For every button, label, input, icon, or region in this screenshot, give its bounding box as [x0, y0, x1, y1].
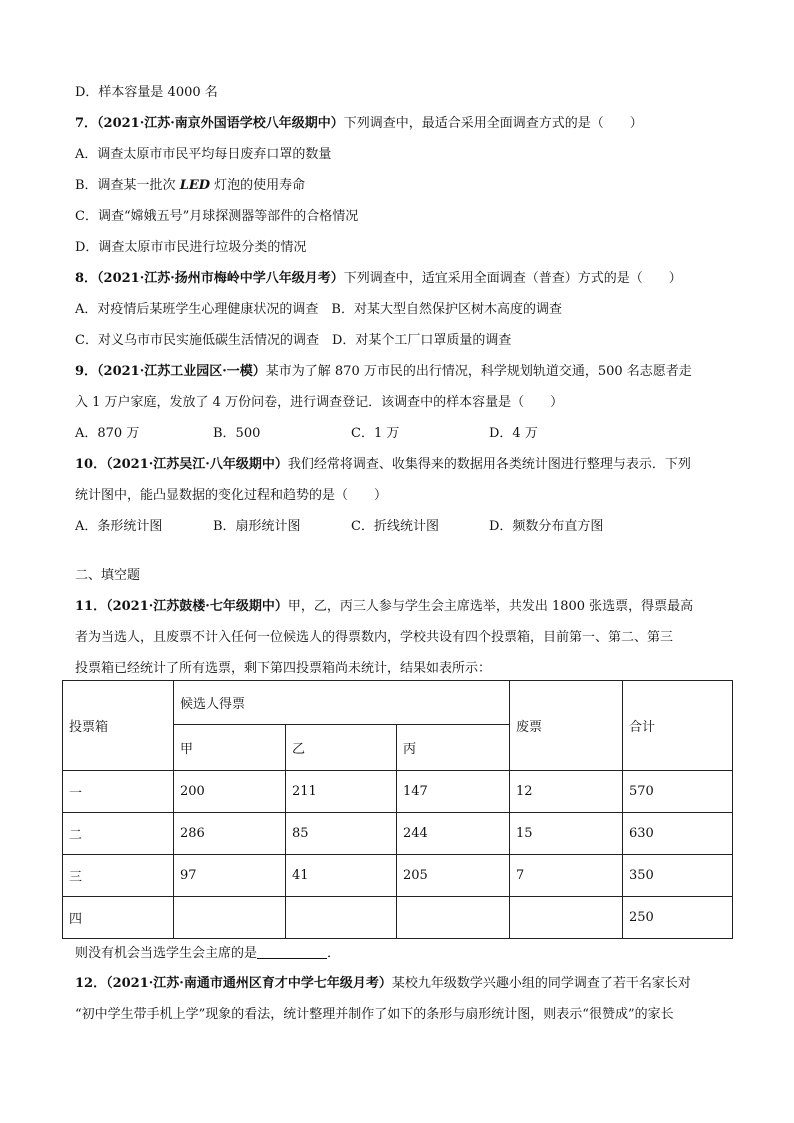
- table-row: [63, 897, 733, 939]
- q7-option-d: D．调查太原市市民进行垃圾分类的情况: [75, 240, 307, 255]
- header-yi: 乙: [286, 725, 397, 771]
- header-bing: 丙: [397, 725, 510, 771]
- cell-box: 四: [63, 897, 174, 939]
- question-number: 8．: [75, 271, 98, 286]
- cell-waste: 12: [510, 771, 623, 813]
- question-stem: 甲，乙，丙三人参与学生会主席选举，共发出 1800 张选票，得票最高: [287, 599, 694, 614]
- cell-box: 二: [63, 813, 174, 855]
- cell-jia: [174, 897, 286, 939]
- header-ballot-box: 投票箱: [63, 681, 174, 771]
- section-heading: 二、填空题: [75, 568, 141, 583]
- question-11: [75, 598, 693, 616]
- question-number: 11．: [75, 599, 107, 614]
- cell-bing: 147: [397, 771, 510, 813]
- question-source: （2021·江苏吴江·八年级期中）: [106, 457, 288, 472]
- question-10-stem-cont: 统计图中，能凸显数据的变化过程和趋势的是（ ）: [75, 488, 388, 503]
- q7-led-term: LED: [179, 178, 211, 193]
- cell-waste: [510, 897, 623, 939]
- table-row: [63, 771, 733, 813]
- q9-option-c: C．1 万: [351, 426, 400, 441]
- vote-table: [62, 680, 733, 939]
- q10-option-c: C．折线统计图: [351, 519, 439, 534]
- table-row: [63, 855, 733, 897]
- question-11-stem-cont2: 投票箱已经统计了所有选票，剩下第四投票箱尚未统计，结果如表所示：: [75, 661, 492, 676]
- q11-answer-prompt: 则没有机会当选学生会主席的是: [75, 946, 258, 961]
- q9-option-d: D．4 万: [489, 426, 538, 441]
- cell-bing: [397, 897, 510, 939]
- q10-option-d: D．频数分布直方图: [489, 519, 604, 534]
- cell-jia: 286: [174, 813, 286, 855]
- question-8: [75, 270, 682, 288]
- q9-options: [75, 425, 627, 443]
- question-stem: 某市为了解 870 万市民的出行情况，科学规划轨道交通，500 名志愿者走: [265, 364, 692, 379]
- cell-bing: 244: [397, 813, 510, 855]
- question-stem: 我们经常将调查、收集得来的数据用各类统计图进行整理与表示．下列: [287, 457, 691, 472]
- cell-total: 570: [623, 771, 733, 813]
- q8-options-cd: C．对义乌市市民实施低碳生活情况的调查 D．对某个工厂口罩质量的调查: [75, 333, 512, 348]
- q10-options: [75, 518, 627, 536]
- q7-option-a: A．调查太原市市民平均每日废弃口罩的数量: [75, 147, 332, 162]
- header-total: 合计: [623, 681, 733, 771]
- q9-option-b: B．500: [213, 426, 261, 441]
- cell-total: 630: [623, 813, 733, 855]
- table-row: [63, 813, 733, 855]
- q10-option-b: B．扇形统计图: [213, 519, 301, 534]
- q7-option-b-text-end: 灯泡的使用寿命: [210, 178, 306, 193]
- cell-yi: 41: [286, 855, 397, 897]
- cell-jia: 97: [174, 855, 286, 897]
- question-source: （2021·江苏工业园区·一模）: [97, 364, 266, 379]
- question-11-stem-cont: 者为当选人，且废票不计入任何一位候选人的得票数内，学校共设有四个投票箱，目前第一、第二、第三: [75, 630, 674, 645]
- question-10: [75, 456, 691, 474]
- q8-options-ab: A．对疫情后某班学生心理健康状况的调查 B．对某大型自然保护区树木高度的调查: [75, 302, 562, 317]
- question-number: 12．: [75, 976, 107, 991]
- cell-bing: 205: [397, 855, 510, 897]
- question-7: [75, 115, 643, 133]
- q7-option-b: [75, 177, 305, 195]
- header-candidate-votes: 候选人得票: [174, 681, 510, 725]
- question-12-stem-cont: “初中学生带手机上学”现象的看法，统计整理并制作了如下的条形与扇形统计图，则表示“很赞成”的家长: [75, 1007, 674, 1022]
- question-12: [75, 975, 691, 993]
- q6-option-d: D．样本容量是 4000 名: [75, 85, 218, 100]
- question-number: 7．: [75, 116, 98, 131]
- question-9: [75, 363, 692, 381]
- question-source: （2021·江苏·扬州市梅岭中学八年级月考）: [97, 271, 344, 286]
- cell-waste: 7: [510, 855, 623, 897]
- question-number: 9．: [75, 364, 98, 379]
- q10-option-a: A．条形统计图: [75, 519, 163, 534]
- question-stem: 某校九年级数学兴趣小组的同学调查了若干名家长对: [391, 976, 691, 991]
- question-source: （2021·江苏·南京外国语学校八年级期中）: [97, 116, 344, 131]
- cell-box: 一: [63, 771, 174, 813]
- cell-yi: 85: [286, 813, 397, 855]
- q11-answer-period: ．: [327, 946, 341, 961]
- q11-answer-line: [75, 944, 340, 963]
- cell-yi: [286, 897, 397, 939]
- question-stem: 下列调查中，最适合采用全面调查方式的是（ ）: [343, 116, 643, 131]
- question-stem: 下列调查中，适宜采用全面调查（普查）方式的是（ ）: [343, 271, 682, 286]
- cell-yi: 211: [286, 771, 397, 813]
- cell-box: 三: [63, 855, 174, 897]
- header-invalid-votes: 废票: [510, 681, 623, 771]
- q7-option-c: C．调查“嫦娥五号”月球探测器等部件的合格情况: [75, 209, 359, 224]
- question-source: （2021·江苏·南通市通州区育才中学七年级月考）: [106, 976, 392, 991]
- question-number: 10．: [75, 457, 107, 472]
- cell-total: 350: [623, 855, 733, 897]
- question-source: （2021·江苏鼓楼·七年级期中）: [106, 599, 288, 614]
- question-9-stem-cont: 入 1 万户家庭，发放了 4 万份问卷，进行调查登记．该调查中的样本容量是（ ）: [75, 395, 564, 410]
- cell-jia: 200: [174, 771, 286, 813]
- q9-option-a: A．870 万: [75, 426, 140, 441]
- cell-waste: 15: [510, 813, 623, 855]
- answer-blank[interactable]: [257, 944, 327, 959]
- cell-total: 250: [623, 897, 733, 939]
- header-jia: 甲: [174, 725, 286, 771]
- q7-option-b-text: B．调查某一批次: [75, 178, 180, 193]
